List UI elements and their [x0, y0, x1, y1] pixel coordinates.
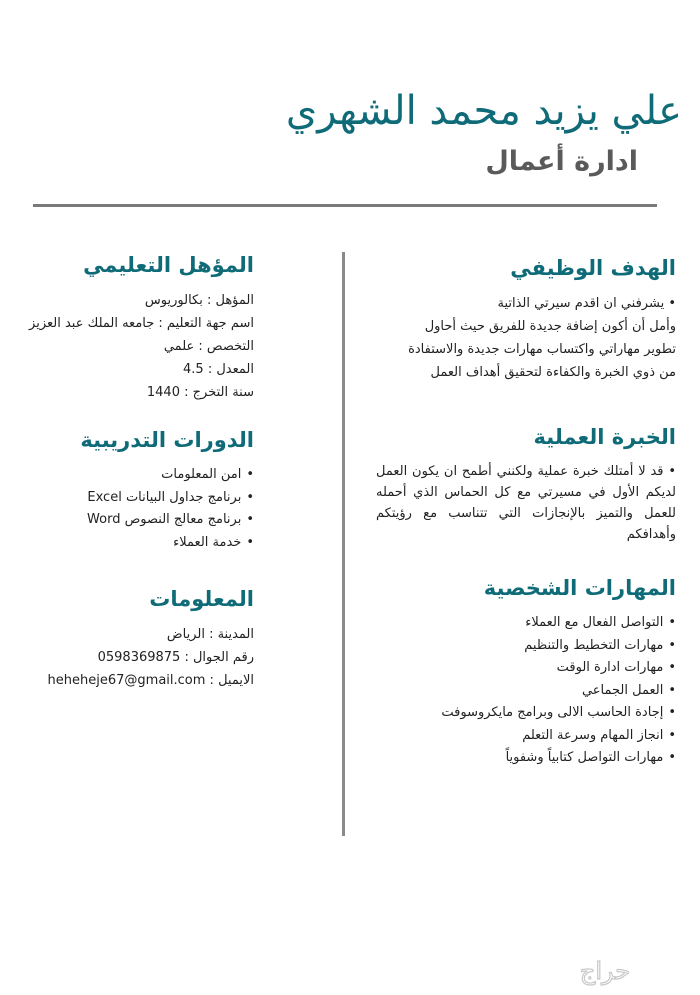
education-line: التخصص : علمي [163, 339, 254, 354]
skills-heading: المهارات الشخصية [483, 576, 676, 600]
watermark-logo [530, 955, 680, 987]
education-details [14, 289, 254, 404]
objective-line: تطوير مهاراتي واكتساب مهارات جديدة والاستفادة [408, 342, 676, 357]
objective-section [376, 256, 676, 384]
education-line: المؤهل : بكالوريوس [144, 293, 254, 308]
list-item: • مهارات التواصل كتابياً وشفوياً [376, 747, 676, 770]
list-item: • خدمة العملاء [14, 532, 254, 555]
list-item: • التواصل الفعال مع العملاء [376, 612, 676, 635]
candidate-name: علي يزيد محمد الشهري [285, 88, 682, 134]
education-section [14, 253, 254, 404]
courses-heading: الدورات التدريبية [80, 428, 254, 452]
courses-section [14, 428, 254, 554]
courses-list [14, 464, 254, 554]
info-section [14, 587, 254, 692]
column-divider [342, 252, 345, 836]
education-heading: المؤهل التعليمي [83, 253, 254, 277]
experience-section [376, 425, 676, 545]
candidate-title: ادارة أعمال [485, 146, 638, 177]
education-line: اسم جهة التعليم : جامعه الملك عبد العزيز [29, 316, 254, 331]
city-line: المدينة : الرياض [166, 627, 254, 642]
contact-details [14, 623, 254, 692]
education-line: سنة التخرج : 1440 [146, 385, 254, 400]
header-divider [33, 204, 657, 207]
list-item: • امن المعلومات [14, 464, 254, 487]
objective-line: وأمل أن أكون إضافة جديدة للفريق حيث أحاول [424, 319, 676, 334]
list-item: • مهارات التخطيط والتنظيم [376, 635, 676, 658]
skills-section [376, 576, 676, 770]
objective-text [376, 292, 676, 384]
email-line: الايميل : heheheje67@gmail.com [47, 673, 254, 688]
list-item: • إجادة الحاسب الالى وبرامج مايكروسوفت [376, 702, 676, 725]
info-heading: المعلومات [149, 587, 254, 611]
skills-list [376, 612, 676, 770]
objective-line: • يشرفني ان اقدم سيرتي الذاتية [497, 296, 676, 311]
phone-line: رقم الجوال : 0598369875 [97, 650, 254, 665]
experience-text: • قد لا أمتلك خبرة عملية ولكنني أطمح ان يكون العمل لديكم الأول في مسيرتي مع كل الحماس الذي أحمله للعمل والتميز بالإنجازات التي تتناسب مع رؤيتكم وأهدافكم [376, 464, 676, 542]
list-item: • برنامج جداول البيانات Excel [14, 487, 254, 510]
list-item: • انجاز المهام وسرعة التعلم [376, 725, 676, 748]
objective-line: من ذوي الخبرة والكفاءة لتحقيق أهداف العمل [430, 365, 676, 380]
experience-heading: الخبرة العملية [533, 425, 676, 449]
list-item: • العمل الجماعي [376, 680, 676, 703]
list-item: • مهارات ادارة الوقت [376, 657, 676, 680]
list-item: • برنامج معالج النصوص Word [14, 509, 254, 532]
watermark-text: حراج [579, 957, 631, 985]
education-line: المعدل : 4.5 [183, 362, 254, 377]
objective-heading: الهدف الوظيفي [510, 256, 676, 280]
